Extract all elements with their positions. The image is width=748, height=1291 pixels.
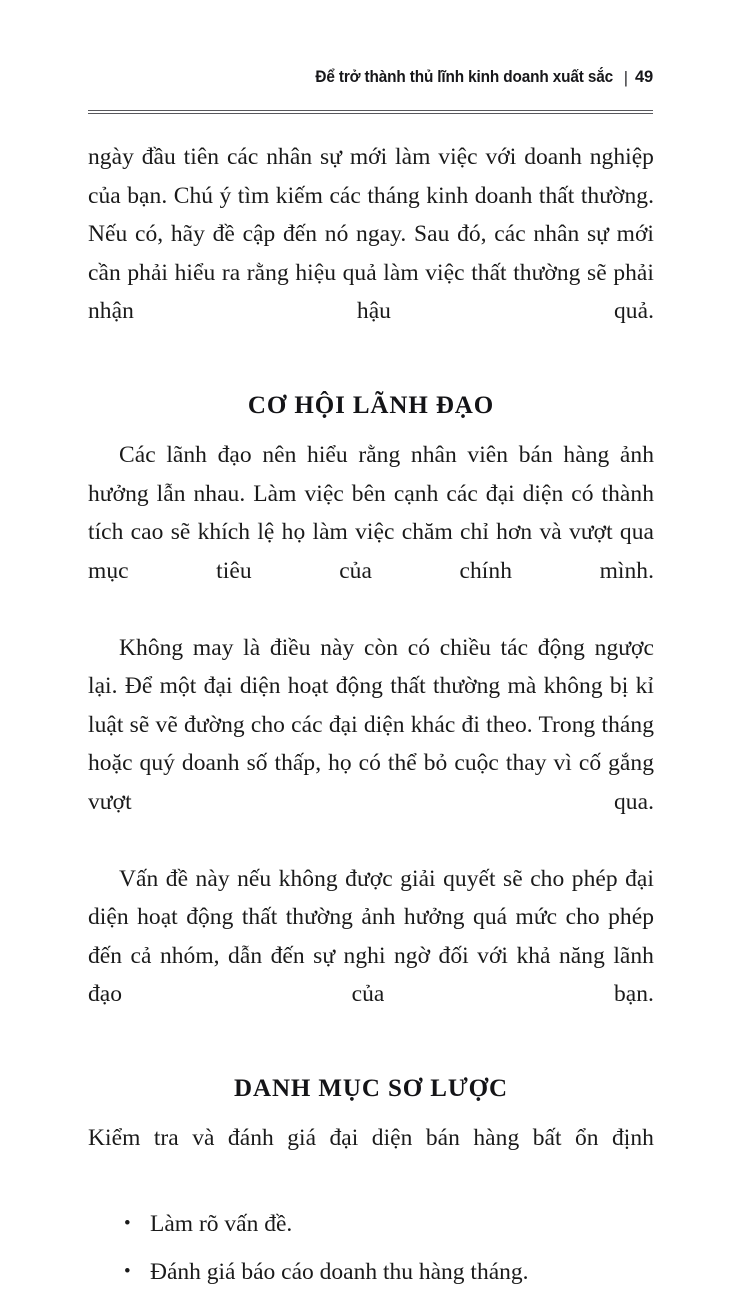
divider-line-top (88, 110, 653, 111)
paragraph-unresolved-issue: Vấn đề này nếu không được giải quyết sẽ cho phép đại diện hoạt động thất thường ảnh hưởng quá mức cho phép đến cả nhóm, dẫn đến sự nghi ngờ đối với khả năng lãnh đạo của bạn. (88, 860, 654, 1053)
paragraph-continuation: ngày đầu tiên các nhân sự mới làm việc với doanh nghiệp của bạn. Chú ý tìm kiếm các tháng kinh doanh thất thường. Nếu có, hãy đề cập đến nó ngay. Sau đó, các nhân sự mới cần phải hiểu ra rằng hiệu quả làm việc thất thường sẽ phải nhận hậu quả. (88, 138, 654, 369)
divider-line-bottom (88, 113, 653, 114)
list-item-label: Làm rõ vấn đề. (150, 1211, 292, 1237)
list-item-label: Đánh giá báo cáo doanh thu hàng tháng. (150, 1259, 529, 1285)
list-item (88, 1253, 654, 1291)
bullet-icon: • (124, 1253, 131, 1291)
bullet-icon: • (124, 1205, 131, 1244)
spacer-before-heading-1 (88, 369, 654, 389)
page-number: 49 (635, 68, 653, 87)
spacer-after-heading-2 (88, 1106, 654, 1119)
section-heading-leadership-opportunity: CƠ HỘI LÃNH ĐẠO (88, 389, 654, 423)
paragraph-unfortunately: Không may là điều này còn có chiều tác động ngược lại. Để một đại diện hoạt động thất thường mà không bị kỉ luật sẽ vẽ đường cho các đại diện khác đi theo. Trong tháng hoặc quý doanh số thấp, họ có thể bỏ cuộc thay vì cố gắng vượt qua. (88, 629, 654, 860)
spacer-before-heading-2 (88, 1052, 654, 1072)
header-divider-rule (88, 110, 653, 114)
list-item (88, 1205, 654, 1244)
spacer-after-heading-1 (88, 423, 654, 436)
checklist-list (88, 1205, 654, 1291)
running-head-separator: | (624, 69, 628, 88)
checklist-lead-in: Kiểm tra và đánh giá đại diện bán hàng bất ổn định (88, 1119, 654, 1196)
section-heading-checklist: DANH MỤC SƠ LƯỢC (88, 1072, 654, 1106)
paragraph-leaders-understand: Các lãnh đạo nên hiểu rằng nhân viên bán hàng ảnh hưởng lẫn nhau. Làm việc bên cạnh các đại diện có thành tích cao sẽ khích lệ họ làm việc chăm chỉ hơn và vượt qua mục tiêu của chính mình. (88, 436, 654, 629)
running-head (88, 68, 653, 87)
body-text-column (88, 138, 654, 1291)
running-head-title: Để trở thành thủ lĩnh kinh doanh xuất sắc (315, 68, 613, 87)
